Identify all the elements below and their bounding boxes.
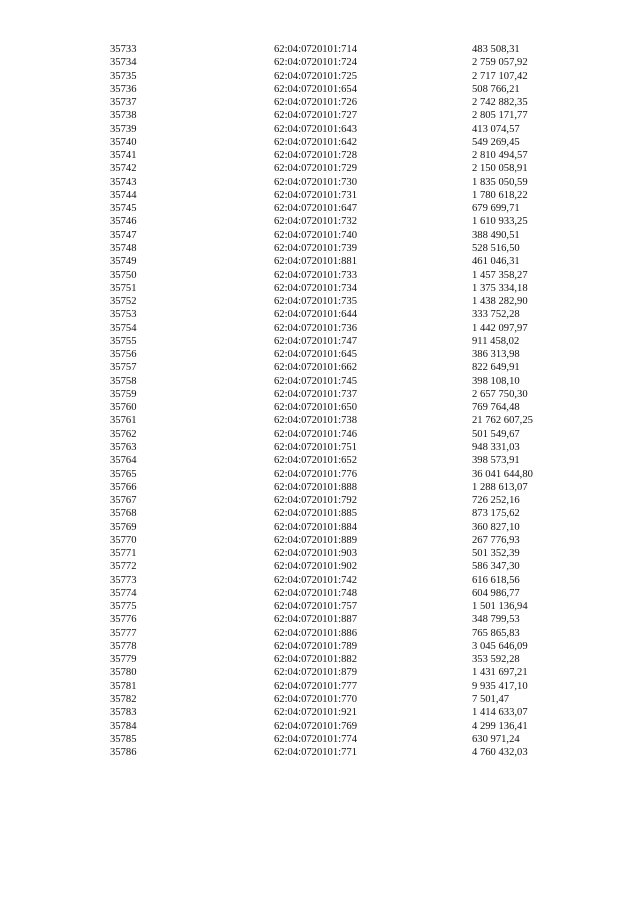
cadastral-number: 62:04:0720101:735 (274, 296, 357, 308)
cadastral-value: 1 438 282,90 (472, 296, 528, 308)
table-row (110, 70, 580, 83)
cadastral-value: 765 865,83 (472, 627, 520, 639)
cadastral-value: 2 805 171,77 (472, 110, 528, 122)
table-row (110, 428, 580, 441)
table-row (110, 454, 580, 467)
row-number: 35739 (110, 123, 137, 135)
cadastral-number: 62:04:0720101:740 (274, 229, 357, 241)
table-row (110, 560, 580, 573)
row-number: 35740 (110, 136, 137, 148)
cadastral-value: 36 041 644,80 (472, 468, 533, 480)
cadastral-value: 1 442 097,97 (472, 322, 528, 334)
row-number: 35747 (110, 229, 137, 241)
cadastral-number: 62:04:0720101:745 (274, 375, 357, 387)
cadastral-number: 62:04:0720101:903 (274, 548, 357, 560)
cadastral-value-table (110, 43, 580, 759)
cadastral-number: 62:04:0720101:732 (274, 216, 357, 228)
cadastral-value: 616 618,56 (472, 574, 520, 586)
table-row (110, 693, 580, 706)
cadastral-value: 4 299 136,41 (472, 720, 528, 732)
table-row (110, 123, 580, 136)
cadastral-number: 62:04:0720101:662 (274, 362, 357, 374)
table-row (110, 335, 580, 348)
cadastral-value: 388 490,51 (472, 229, 520, 241)
table-row (110, 720, 580, 733)
row-number: 35773 (110, 574, 137, 586)
row-number: 35762 (110, 428, 137, 440)
table-row (110, 733, 580, 746)
table-row (110, 640, 580, 653)
cadastral-number: 62:04:0720101:777 (274, 680, 357, 692)
table-row (110, 136, 580, 149)
table-row (110, 229, 580, 242)
row-number: 35733 (110, 44, 137, 55)
cadastral-number: 62:04:0720101:770 (274, 694, 357, 706)
row-number: 35774 (110, 587, 137, 599)
cadastral-number: 62:04:0720101:884 (274, 521, 357, 533)
cadastral-value: 726 252,16 (472, 495, 520, 507)
cadastral-value: 549 269,45 (472, 136, 520, 148)
cadastral-value: 1 780 618,22 (472, 189, 528, 201)
row-number: 35767 (110, 495, 137, 507)
cadastral-value: 604 986,77 (472, 587, 520, 599)
cadastral-value: 630 971,24 (472, 733, 520, 745)
cadastral-number: 62:04:0720101:734 (274, 282, 357, 294)
table-row (110, 56, 580, 69)
table-row (110, 96, 580, 109)
row-number: 35769 (110, 521, 137, 533)
cadastral-number: 62:04:0720101:902 (274, 561, 357, 573)
cadastral-value: 1 288 613,07 (472, 481, 528, 493)
cadastral-value: 586 347,30 (472, 561, 520, 573)
row-number: 35735 (110, 70, 137, 82)
cadastral-number: 62:04:0720101:728 (274, 150, 357, 162)
table-row (110, 521, 580, 534)
table-row (110, 189, 580, 202)
cadastral-value: 911 458,02 (472, 335, 520, 347)
cadastral-number: 62:04:0720101:654 (274, 83, 357, 95)
row-number: 35741 (110, 150, 137, 162)
table-row (110, 109, 580, 122)
table-row (110, 587, 580, 600)
table-row (110, 255, 580, 268)
cadastral-value: 1 610 933,25 (472, 216, 528, 228)
row-number: 35736 (110, 83, 137, 95)
cadastral-value: 3 045 646,09 (472, 640, 528, 652)
row-number: 35752 (110, 296, 137, 308)
table-row (110, 375, 580, 388)
table-row (110, 308, 580, 321)
table-row (110, 680, 580, 693)
table-row (110, 348, 580, 361)
cadastral-number: 62:04:0720101:748 (274, 587, 357, 599)
cadastral-number: 62:04:0720101:886 (274, 627, 357, 639)
cadastral-number: 62:04:0720101:789 (274, 640, 357, 652)
cadastral-value: 1 375 334,18 (472, 282, 528, 294)
row-number: 35758 (110, 375, 137, 387)
cadastral-value: 501 352,39 (472, 548, 520, 560)
row-number: 35777 (110, 627, 137, 639)
table-row (110, 653, 580, 666)
cadastral-number: 62:04:0720101:879 (274, 667, 357, 679)
cadastral-value: 822 649,91 (472, 362, 520, 374)
cadastral-number: 62:04:0720101:642 (274, 136, 357, 148)
table-row (110, 534, 580, 547)
cadastral-value: 2 150 058,91 (472, 163, 528, 175)
cadastral-number: 62:04:0720101:645 (274, 349, 357, 361)
cadastral-number: 62:04:0720101:885 (274, 508, 357, 520)
row-number: 35751 (110, 282, 137, 294)
table-row (110, 202, 580, 215)
cadastral-number: 62:04:0720101:792 (274, 495, 357, 507)
row-number: 35772 (110, 561, 137, 573)
cadastral-number: 62:04:0720101:746 (274, 428, 357, 440)
table-row (110, 494, 580, 507)
cadastral-value: 948 331,03 (472, 441, 520, 453)
row-number: 35742 (110, 163, 137, 175)
row-number: 35743 (110, 176, 137, 188)
cadastral-number: 62:04:0720101:731 (274, 189, 357, 201)
row-number: 35755 (110, 335, 137, 347)
row-number: 35760 (110, 402, 137, 414)
cadastral-number: 62:04:0720101:747 (274, 335, 357, 347)
row-number: 35778 (110, 640, 137, 652)
cadastral-number: 62:04:0720101:726 (274, 97, 357, 109)
table-row (110, 574, 580, 587)
table-row (110, 627, 580, 640)
row-number: 35745 (110, 203, 137, 215)
cadastral-number: 62:04:0720101:647 (274, 203, 357, 215)
cadastral-value: 501 549,67 (472, 428, 520, 440)
row-number: 35764 (110, 455, 137, 467)
cadastral-number: 62:04:0720101:742 (274, 574, 357, 586)
cadastral-value: 508 766,21 (472, 83, 520, 95)
cadastral-value: 398 108,10 (472, 375, 520, 387)
cadastral-number: 62:04:0720101:776 (274, 468, 357, 480)
table-row (110, 600, 580, 613)
table-row (110, 706, 580, 719)
cadastral-number: 62:04:0720101:889 (274, 534, 357, 546)
cadastral-value: 1 457 358,27 (472, 269, 528, 281)
cadastral-number: 62:04:0720101:774 (274, 733, 357, 745)
table-row (110, 162, 580, 175)
cadastral-number: 62:04:0720101:739 (274, 242, 357, 254)
row-number: 35761 (110, 415, 137, 427)
row-number: 35776 (110, 614, 137, 626)
cadastral-value: 1 414 633,07 (472, 707, 528, 719)
cadastral-number: 62:04:0720101:921 (274, 707, 357, 719)
cadastral-value: 2 657 750,30 (472, 388, 528, 400)
table-row (110, 149, 580, 162)
cadastral-number: 62:04:0720101:733 (274, 269, 357, 281)
table-row (110, 481, 580, 494)
cadastral-value: 9 935 417,10 (472, 680, 528, 692)
cadastral-value: 333 752,28 (472, 309, 520, 321)
row-number: 35738 (110, 110, 137, 122)
cadastral-value: 348 799,53 (472, 614, 520, 626)
cadastral-value: 353 592,28 (472, 654, 520, 666)
table-row (110, 746, 580, 759)
cadastral-value: 1 835 050,59 (472, 176, 528, 188)
row-number: 35782 (110, 694, 137, 706)
cadastral-value: 528 516,50 (472, 242, 520, 254)
row-number: 35759 (110, 388, 137, 400)
row-number: 35770 (110, 534, 137, 546)
cadastral-number: 62:04:0720101:882 (274, 654, 357, 666)
cadastral-value: 267 776,93 (472, 534, 520, 546)
table-row (110, 215, 580, 228)
row-number: 35744 (110, 189, 137, 201)
cadastral-value: 21 762 607,25 (472, 415, 533, 427)
row-number: 35780 (110, 667, 137, 679)
row-number: 35754 (110, 322, 137, 334)
cadastral-number: 62:04:0720101:769 (274, 720, 357, 732)
row-number: 35748 (110, 242, 137, 254)
cadastral-number: 62:04:0720101:881 (274, 256, 357, 268)
cadastral-number: 62:04:0720101:887 (274, 614, 357, 626)
cadastral-value: 4 760 432,03 (472, 747, 528, 759)
table-row (110, 322, 580, 335)
table-row (110, 414, 580, 427)
row-number: 35786 (110, 747, 137, 759)
cadastral-value: 769 764,48 (472, 402, 520, 414)
row-number: 35771 (110, 548, 137, 560)
row-number: 35785 (110, 733, 137, 745)
cadastral-value: 483 508,31 (472, 44, 520, 55)
cadastral-value: 679 699,71 (472, 203, 520, 215)
cadastral-number: 62:04:0720101:724 (274, 57, 357, 69)
cadastral-value: 2 717 107,42 (472, 70, 528, 82)
table-row (110, 176, 580, 189)
row-number: 35756 (110, 349, 137, 361)
cadastral-number: 62:04:0720101:643 (274, 123, 357, 135)
row-number: 35768 (110, 508, 137, 520)
cadastral-number: 62:04:0720101:888 (274, 481, 357, 493)
row-number: 35753 (110, 309, 137, 321)
cadastral-value: 873 175,62 (472, 508, 520, 520)
row-number: 35784 (110, 720, 137, 732)
table-row (110, 441, 580, 454)
row-number: 35757 (110, 362, 137, 374)
cadastral-value: 360 827,10 (472, 521, 520, 533)
cadastral-number: 62:04:0720101:652 (274, 455, 357, 467)
table-row (110, 401, 580, 414)
table-row (110, 666, 580, 679)
cadastral-number: 62:04:0720101:727 (274, 110, 357, 122)
cadastral-number: 62:04:0720101:737 (274, 388, 357, 400)
cadastral-value: 398 573,91 (472, 455, 520, 467)
cadastral-number: 62:04:0720101:751 (274, 441, 357, 453)
table-row (110, 282, 580, 295)
row-number: 35775 (110, 601, 137, 613)
row-number: 35779 (110, 654, 137, 666)
table-row (110, 83, 580, 96)
table-row (110, 507, 580, 520)
cadastral-value: 413 074,57 (472, 123, 520, 135)
row-number: 35749 (110, 256, 137, 268)
cadastral-number: 62:04:0720101:714 (274, 44, 357, 55)
cadastral-number: 62:04:0720101:650 (274, 402, 357, 414)
table-row (110, 295, 580, 308)
row-number: 35781 (110, 680, 137, 692)
table-row (110, 361, 580, 374)
cadastral-value: 386 313,98 (472, 349, 520, 361)
cadastral-value: 2 759 057,92 (472, 57, 528, 69)
cadastral-number: 62:04:0720101:725 (274, 70, 357, 82)
cadastral-value: 2 810 494,57 (472, 150, 528, 162)
cadastral-value: 461 046,31 (472, 256, 520, 268)
row-number: 35746 (110, 216, 137, 228)
cadastral-number: 62:04:0720101:757 (274, 601, 357, 613)
cadastral-value: 1 431 697,21 (472, 667, 528, 679)
cadastral-number: 62:04:0720101:738 (274, 415, 357, 427)
table-row (110, 43, 580, 56)
row-number: 35750 (110, 269, 137, 281)
cadastral-value: 1 501 136,94 (472, 601, 528, 613)
table-row (110, 242, 580, 255)
row-number: 35734 (110, 57, 137, 69)
cadastral-number: 62:04:0720101:730 (274, 176, 357, 188)
cadastral-value: 2 742 882,35 (472, 97, 528, 109)
cadastral-number: 62:04:0720101:771 (274, 747, 357, 759)
cadastral-number: 62:04:0720101:729 (274, 163, 357, 175)
row-number: 35765 (110, 468, 137, 480)
table-row (110, 613, 580, 626)
table-row (110, 547, 580, 560)
cadastral-value: 7 501,47 (472, 694, 510, 706)
table-row (110, 468, 580, 481)
cadastral-number: 62:04:0720101:736 (274, 322, 357, 334)
row-number: 35763 (110, 441, 137, 453)
row-number: 35737 (110, 97, 137, 109)
table-row (110, 269, 580, 282)
table-row (110, 388, 580, 401)
cadastral-number: 62:04:0720101:644 (274, 309, 357, 321)
row-number: 35766 (110, 481, 137, 493)
row-number: 35783 (110, 707, 137, 719)
